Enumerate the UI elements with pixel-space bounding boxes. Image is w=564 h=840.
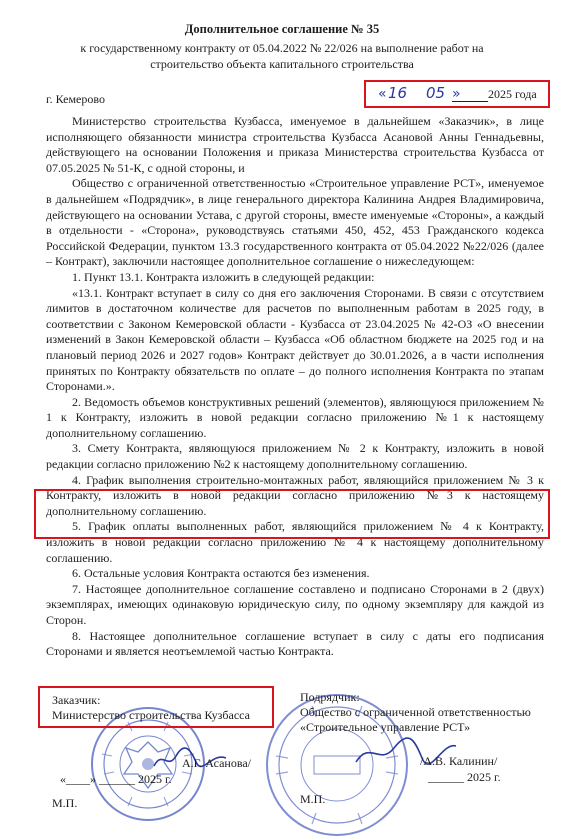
- paragraph-item-13-1: «13.1. Контракт вступает в силу со дня его заключения Сторонами. В связи с отсутствием лимитов в достаточном количестве для расчетов по выполненным работам в 2025 году, в соответствии с Законом Кемеровской области - Кузбасса от 23.04.2025 № 42-ОЗ «О внесении изменений в Закон Кемеровской области – Кузбасса «Об областном бюджете на 2025 год и на плановый период 2026 и 2027 годов» Контракт действует до 30.01.2026, а в части исполнения принятых по Контракту обязательств по оплате – до полного исполнения Контракта по этапам Сторонами.».: [46, 285, 544, 394]
- date-day-handwritten: 16: [388, 84, 408, 102]
- date-highlight-box: [364, 80, 550, 108]
- customer-highlight-box: [38, 686, 274, 728]
- customer-org: Министерство строительства Кузбасса: [52, 708, 250, 722]
- date-month-handwritten: 05: [426, 84, 446, 102]
- paragraph-item-4: 4. График выполнения строительно-монтажных работ, являющийся приложением № 3 к Контракту, изложить в новой редакции согласно приложению №3 к настоящему дополнительному соглашению.: [46, 472, 544, 518]
- agreement-body: [46, 114, 544, 660]
- document-title: Дополнительное соглашение № 35: [184, 22, 380, 36]
- city-label: г. Кемерово: [46, 92, 105, 106]
- customer-label: Заказчик:: [52, 693, 101, 707]
- paragraph-item-3: 3. Смету Контракта, являющуюся приложением № 2 к Контракту, изложить в новой редакции согласно приложению №2 к настоящему дополнительному соглашению.: [46, 441, 544, 472]
- paragraph-item-7: 7. Настоящее дополнительное соглашение составлено и подписано Сторонами в 2 (двух) экземплярах, имеющих одинаковую юридическую силу, по одному экземпляру для каждой из Сторон.: [46, 581, 544, 627]
- contractor-seal-label: М.П.: [300, 792, 326, 806]
- date-year: 2025 года: [488, 87, 537, 101]
- customer-date: «____» ______ 2025 г.: [60, 772, 172, 786]
- document-subtitle: [40, 40, 524, 72]
- subtitle-line-2: строительство объекта капитального строительства: [150, 57, 414, 71]
- contractor-date: ______ 2025 г.: [428, 770, 501, 784]
- paragraph-item-2: 2. Ведомость объемов конструктивных решений (элементов), являющуюся приложением № 1 к Контракту, изложить в новой редакции согласно приложению №1 к настоящему дополнительному соглашению.: [46, 394, 544, 440]
- customer-seal-label: М.П.: [52, 796, 78, 810]
- item-4-highlight-box: [34, 489, 550, 539]
- paragraph-item-8: 8. Настоящее дополнительное соглашение вступает в силу с даты его подписания Сторонами и является неотъемлемой частью Контракта.: [46, 628, 544, 659]
- paragraph-contractor: Общество с ограниченной ответственностью «Строительное управление РСТ», именуемое в дальнейшем «Подрядчик», в лице генерального директора Калинина Андрея Владимировича, действующего на основании Устава, с другой стороны, вместе именуемые «Стороны», а каждый в отдельности - «Сторона», руководствуясь статьями 450, 452, 453 Гражданского кодекса Российской Федерации, пунктом 13.3 государственного контракта от 05.04.2022 №22/026 (далее – Контракт), заключили настоящее дополнительное соглашение о нижеследующем:: [46, 176, 544, 269]
- contractor-name: /А.В. Калинин/: [420, 754, 498, 768]
- contractor-label: Подрядчик:: [300, 690, 360, 704]
- paragraph-item-6: 6. Остальные условия Контракта остаются без изменения.: [72, 566, 370, 581]
- contractor-signature-block: [300, 690, 531, 735]
- paragraph-customer: Министерство строительства Кузбасса, именуемое в дальнейшем «Заказчик», в лице исполняющего обязанности министра строительства Кузбасса Асановой Анны Геннадьевны, действующего на основании Положения и приказа Министерства строительства Кузбасса от 07.05.2025 № 51-К, с одной стороны, и: [46, 114, 544, 175]
- date-underline: [452, 101, 488, 102]
- customer-name: А.Г. Асанова/: [182, 756, 252, 770]
- date-open-quote: «: [378, 86, 387, 102]
- date-close-quote: »: [452, 86, 461, 102]
- paragraph-item-5: 5. График оплаты выполненных работ, являющийся приложением № 4 к Контракту, изложить в новой редакции согласно приложению № 4 к настоящему дополнительному соглашению.: [46, 519, 544, 565]
- paragraph-item-1: 1. Пункт 13.1. Контракта изложить в следующей редакции:: [72, 269, 375, 284]
- contractor-org-line-2: «Строительное управление РСТ»: [300, 720, 471, 734]
- contractor-org-line-1: Общество с ограниченной ответственностью: [300, 705, 531, 719]
- subtitle-line-1: к государственному контракту от 05.04.2022 № 22/026 на выполнение работ на: [80, 41, 484, 55]
